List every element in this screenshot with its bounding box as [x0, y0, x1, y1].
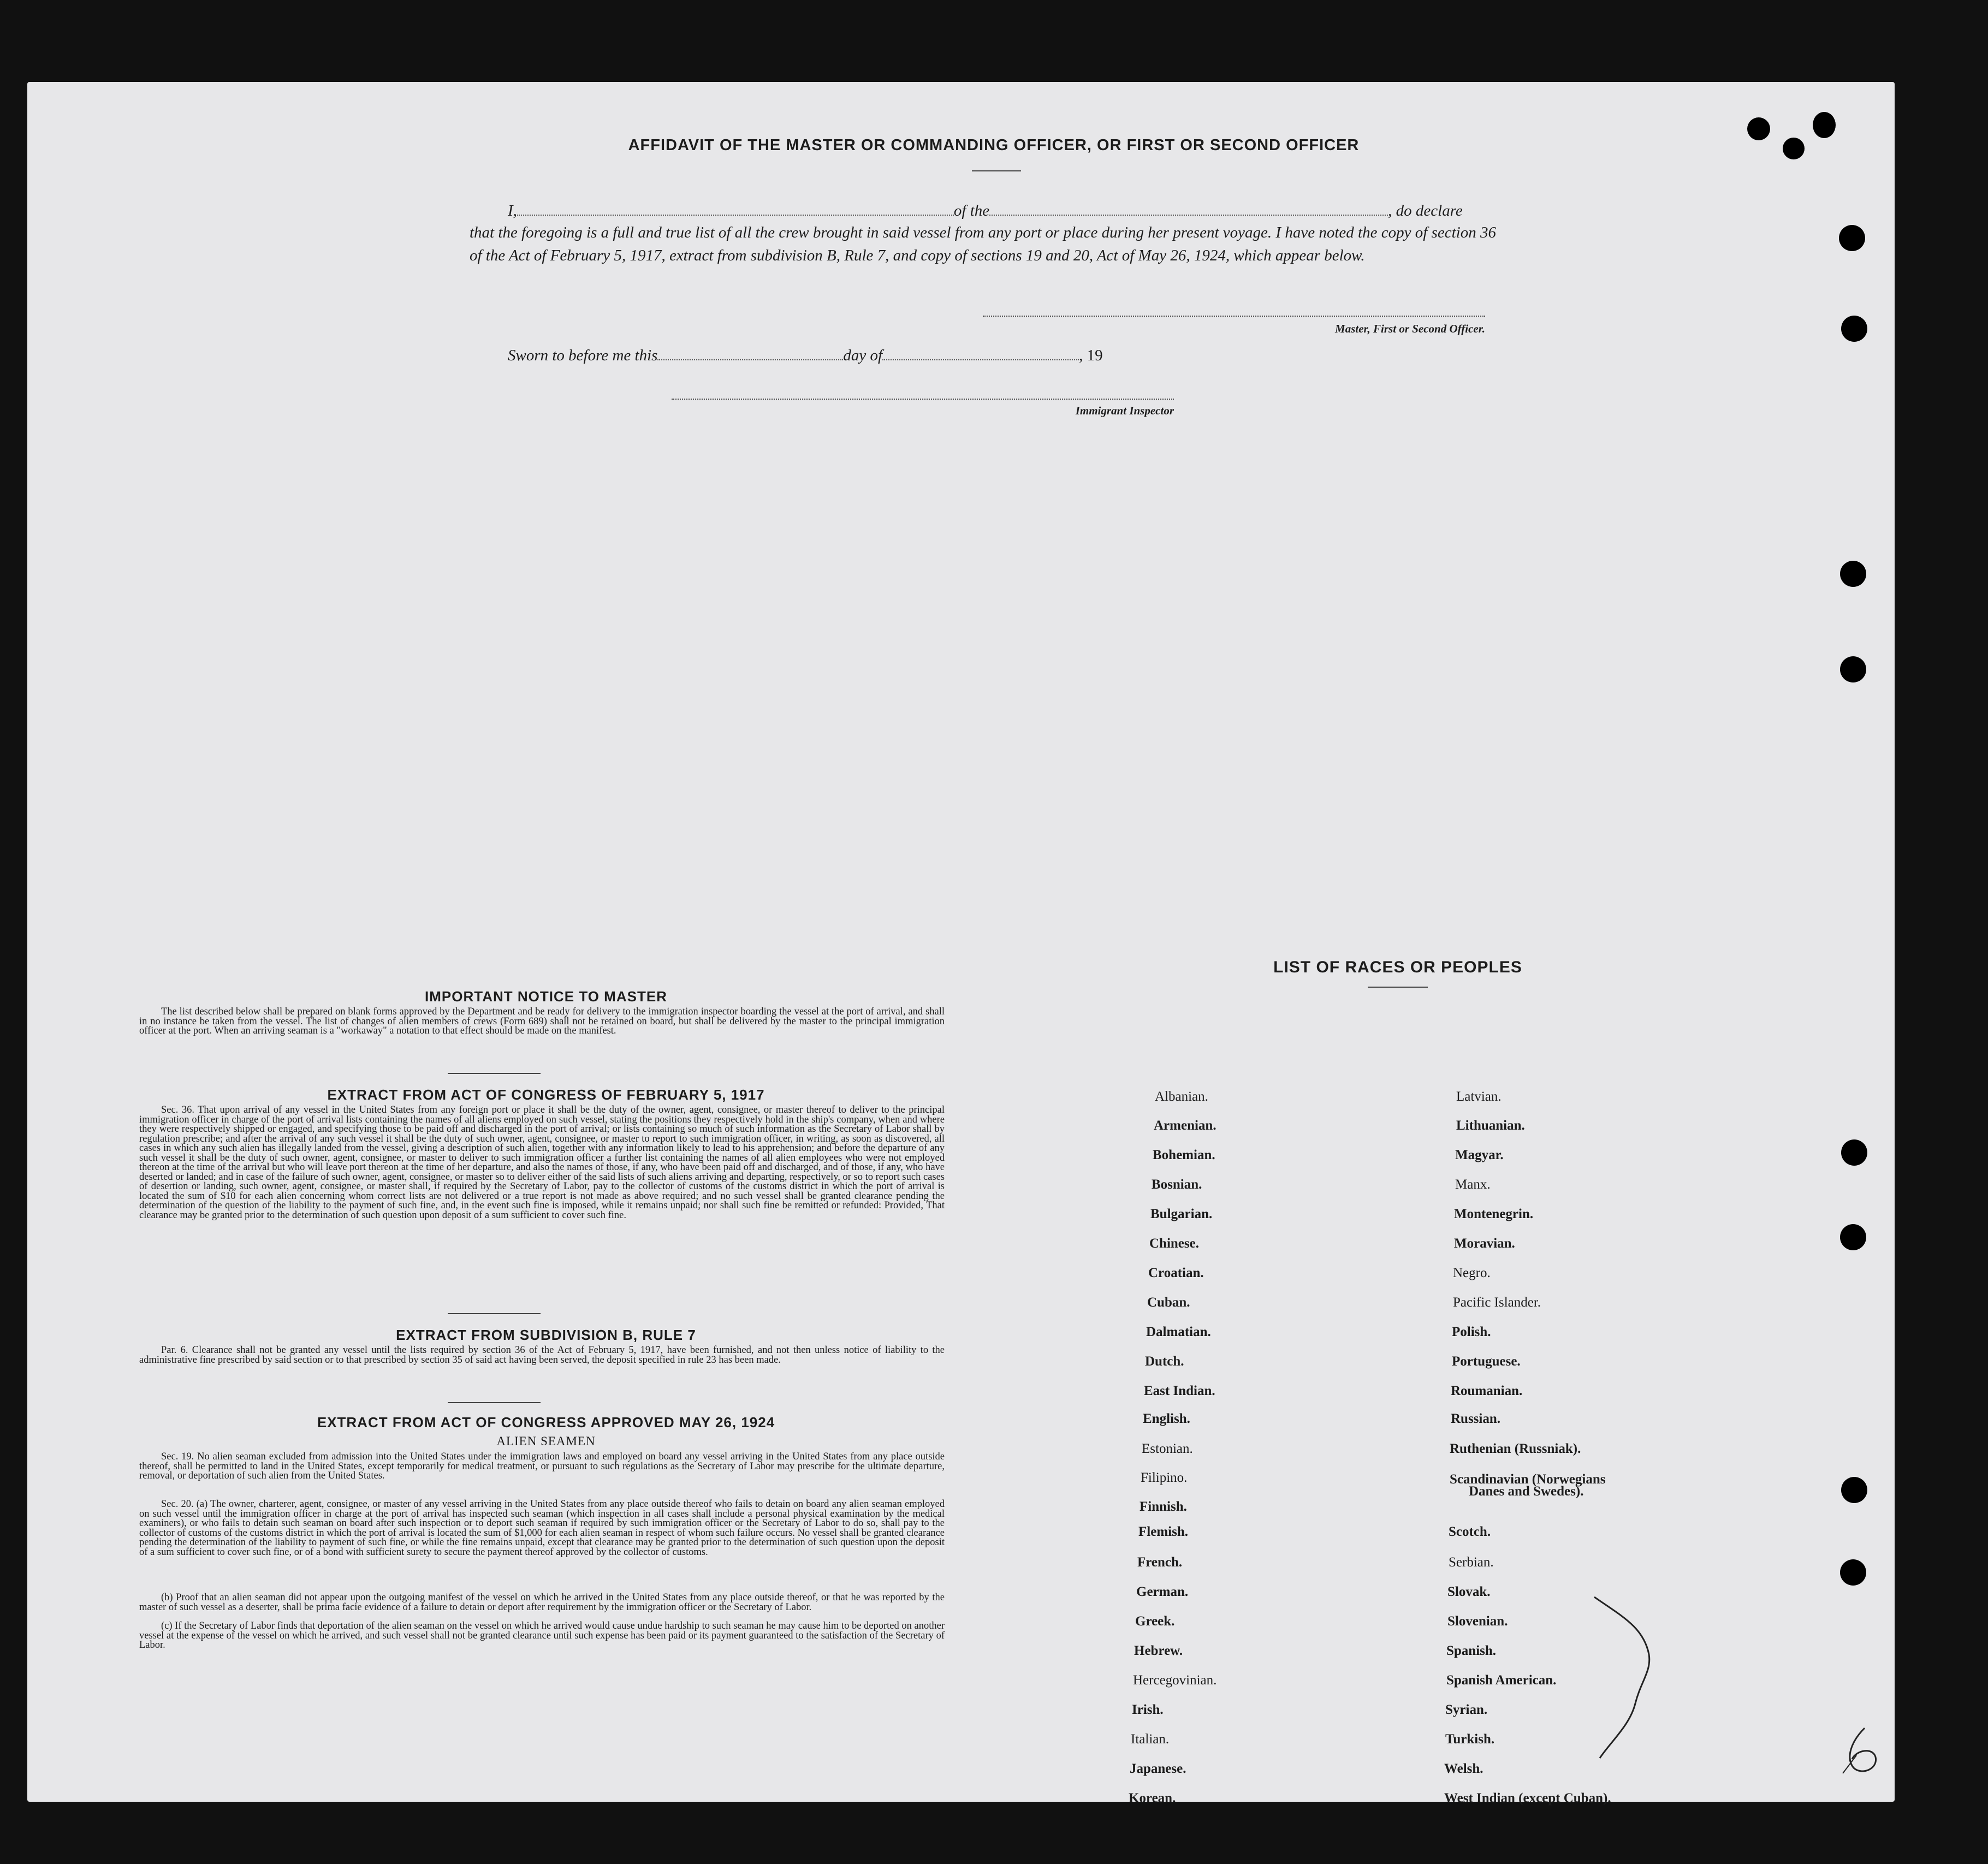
handwritten-mark — [1840, 1725, 1889, 1774]
vessel-of-label: of the — [953, 202, 990, 219]
master-signature-line[interactable] — [983, 316, 1485, 317]
race-item: Flemish. — [1138, 1524, 1188, 1539]
extract-1924-title: EXTRACT FROM ACT OF CONGRESS APPROVED MAY 26, 1924 — [317, 1414, 775, 1430]
punch-hole — [1839, 225, 1865, 251]
race-item: Estonian. — [1142, 1441, 1193, 1456]
race-item: Negro. — [1453, 1266, 1491, 1280]
handwritten-brace — [1589, 1594, 1671, 1764]
race-item: Polish. — [1452, 1325, 1491, 1339]
race-item: English. — [1143, 1411, 1190, 1426]
sworn-line — [508, 344, 1218, 367]
race-item: Cuban. — [1147, 1295, 1190, 1310]
punch-hole — [1841, 316, 1867, 342]
race-item: Albanian. — [1155, 1089, 1208, 1104]
race-item: Chinese. — [1149, 1236, 1199, 1251]
race-item: Hercegovinian. — [1133, 1673, 1217, 1688]
declare-label: , do declare — [1388, 202, 1463, 219]
race-item: German. — [1136, 1584, 1189, 1599]
divider — [448, 1313, 541, 1314]
race-item: Greek. — [1135, 1614, 1175, 1629]
race-item: Roumanian. — [1451, 1384, 1523, 1398]
race-item: Serbian. — [1449, 1555, 1494, 1570]
race-item: Spanish. — [1446, 1643, 1497, 1658]
alien-seamen-subtitle: ALIEN SEAMEN — [496, 1434, 596, 1448]
punch-hole — [1841, 1477, 1867, 1503]
race-item: Welsh. — [1444, 1761, 1483, 1776]
extract-rule7-title: EXTRACT FROM SUBDIVISION B, RULE 7 — [396, 1327, 696, 1343]
race-item: Korean. — [1129, 1791, 1176, 1806]
race-item: Syrian. — [1445, 1702, 1488, 1717]
punch-hole — [1813, 112, 1836, 138]
inspector-signature-line[interactable] — [672, 399, 1174, 400]
race-item: Magyar. — [1455, 1148, 1504, 1162]
year-label: , 19 — [1079, 347, 1103, 364]
sworn-month-field[interactable] — [882, 359, 1079, 360]
declarant-prefix: I, — [508, 202, 517, 219]
race-item: Latvian. — [1456, 1089, 1502, 1104]
race-item: Bosnian. — [1152, 1177, 1202, 1192]
race-item: Bulgarian. — [1150, 1207, 1213, 1221]
race-item: East Indian. — [1144, 1384, 1215, 1398]
race-item: Irish. — [1132, 1702, 1164, 1717]
extract-1917-body: Sec. 36. That upon arrival of any vessel in the United States from any foreign port or place it shall be the duty of the owner, agent, consignee, or master thereof to deliver to the principal immigration officer in charge of the port of arrival lists containing the names of all aliens employed on such vessel, stating the positions they respectively hold in the ship's company, when and where they were respectively shipped or engaged, and specifying those to be paid off and discharged in the port of arrival; or lists containing so much of such information as the Secretary of Labor shall by regulation prescribe; and after the arrival of any such vessel it shall be the duty of such owner, agent, consignee, or master to report to such immigration officer, in writing, as soon as discovered, all cases in which any such alien has illegally landed from the vessel, giving a description of such alien, together with any information likely to lead to his apprehension; and before the departure of any such vessel it shall be the duty of such owner, agent, consignee, or master to deliver to such immigration officer a further list containing the names of all alien employees who were not employed thereon at the time of the arrival but who will leave port thereon at the time of her departure, and also the names of those, if any, who have been paid off and discharged, and of those, if any, who have deserted or landed; and in case of the failure of such owner, agent, consignee, or master so to deliver either of the said lists of such aliens arriving and departing, respectively, or so to report such cases of desertion or landing, such owner, agent, consignee, or master shall, if required by the Secretary of Labor, pay to the collector of customs of the customs district in which the port of arrival is located the sum of $10 for each alien concerning whom correct lists are not delivered or a true report is not made as above required; and no such vessel shall be granted clearance pending the determination of the question of the liability to the payment of such fine, and, in the event such fine is imposed, while it remains unpaid; nor shall such fine be remitted or refunded: Provided, That clearance may be granted prior to the determination of such question upon deposit of a sum sufficient to cover such fine. — [139, 1105, 945, 1221]
declaration-line — [508, 199, 1496, 222]
punch-hole — [1783, 138, 1805, 159]
extract-1917-title: EXTRACT FROM ACT OF CONGRESS OF FEBRUARY 5, 1917 — [327, 1087, 765, 1103]
punch-hole — [1747, 117, 1770, 140]
document-page — [27, 82, 1895, 1806]
race-item: Slovak. — [1447, 1584, 1491, 1599]
title-rule — [972, 170, 1021, 171]
divider — [448, 1073, 541, 1074]
race-item: Bohemian. — [1153, 1148, 1215, 1162]
sworn-day-field[interactable] — [657, 359, 843, 360]
day-of-label: day of — [843, 347, 883, 364]
races-title: LIST OF RACES OR PEOPLES — [1273, 958, 1522, 976]
punch-hole — [1840, 561, 1866, 587]
notice-body: The list described below shall be prepared on blank forms approved by the Department and be ready for delivery to the immigration inspector boarding the vessel at the port of arrival, and shall in no instance be taken from the vessel. The list of changes of alien members of crews (Form 689) shall not be retained on board, but shall be delivered by the master to the principal immigration officer at the port. When an arriving seaman is a "workaway" a notation to that effect should be made on the manifest. — [139, 1006, 945, 1036]
race-item: Turkish. — [1445, 1732, 1495, 1747]
divider — [448, 1402, 541, 1403]
race-item: Lithuanian. — [1456, 1118, 1525, 1133]
affidavit-paragraph: that the foregoing is a full and true list of all the crew brought in said vessel from any port or place during her present voyage. I have noted the copy of section 36 of the Act of February 5, 1917, extract from subdivision B, Rule 7, and copy of sections 19 and 20, Act of May 26, 1924, which appear below. — [470, 224, 1496, 264]
race-item: Danes and Swedes). — [1469, 1484, 1584, 1499]
divider — [1368, 987, 1428, 988]
race-item: Dalmatian. — [1146, 1325, 1211, 1339]
race-item: Hebrew. — [1134, 1643, 1183, 1658]
sec19-text: Sec. 19. No alien seaman excluded from admission into the United States under the immigration laws and employed on board any vessel arriving in the United States from any place outside thereof, shall be permitted to land in the United States, except temporarily for medical treatment, or pursuant to such regulations as the Secretary of Labor may prescribe for the ultimate departure, removal, or deportation of such alien from the United States. — [139, 1451, 945, 1481]
race-item: Dutch. — [1145, 1354, 1184, 1369]
extract-rule7-body: Par. 6. Clearance shall not be granted any vessel until the lists required by section 36 of the Act of February 5, 1917, have been furnished, and not then unless notice of liability to the administrative fine prescribed by said section or to that prescribed by section 35 of said act having been served, the deposit specified in rule 23 has been made. — [139, 1345, 945, 1366]
race-item: Finnish. — [1140, 1499, 1187, 1514]
race-item: Italian. — [1131, 1732, 1170, 1747]
race-item: French. — [1137, 1555, 1183, 1570]
race-item: Manx. — [1455, 1177, 1491, 1192]
race-item: Scandinavian (Norwegians — [1450, 1472, 1606, 1487]
sec20c-text: (c) If the Secretary of Labor finds that deportation of the alien seaman on the vessel on which he arrived would cause undue hardship to such seaman he may cause him to be deported on another vessel at the expense of the vessel on which he arrived, and such vessel shall not be granted clearance until such expense has been paid or its payment guaranteed to the satisfaction of the Secretary of Labor. — [139, 1620, 945, 1651]
race-item: Portuguese. — [1452, 1354, 1521, 1369]
master-signature-label: Master, First or Second Officer. — [1335, 322, 1485, 335]
race-item: Moravian. — [1454, 1236, 1515, 1251]
sworn-label: Sworn to before me this — [508, 347, 658, 364]
affidavit-title: AFFIDAVIT OF THE MASTER OR COMMANDING OFFICER, OR FIRST OR SECOND OFFICER — [628, 136, 1360, 154]
race-item: Pacific Islander. — [1453, 1295, 1541, 1310]
declarant-name-field[interactable] — [517, 215, 954, 216]
punch-hole — [1840, 656, 1866, 682]
punch-hole — [1840, 1224, 1866, 1250]
punch-hole — [1840, 1559, 1866, 1586]
race-item: Ruthenian (Russniak). — [1450, 1441, 1581, 1456]
race-item: Scotch. — [1449, 1524, 1491, 1539]
sec20a-text: Sec. 20. (a) The owner, charterer, agent, consignee, or master of any vessel arriving in the United States from any place outside thereof who fails to detain on board any alien seaman employed on such vessel until the immigration officer in charge at the port of arrival has inspected such seaman (which inspection in all cases shall include a personal physical examination by the medical examiners), or who fails to detain such seaman on board after such inspection or to deport such seaman if required by such immigration officer or the Secretary of Labor to do so, shall pay to the collector of customs of the customs district in which the port of arrival is located the sum of $1,000 for each alien seaman in respect of whom such failure occurs. No vessel shall be granted clearance pending the determination of the liability to payment of such fine, or while the fine remains unpaid, except that clearance may be granted prior to the determination of such question upon the deposit of a sum sufficient to cover such fine, or of a bond with sufficient surety to secure the payment thereof approved by the collector of customs. — [139, 1499, 945, 1558]
race-item: Slovenian. — [1447, 1614, 1508, 1629]
vessel-name-field[interactable] — [989, 215, 1388, 216]
notice-title: IMPORTANT NOTICE TO MASTER — [425, 988, 667, 1005]
race-item: Montenegrin. — [1454, 1207, 1534, 1221]
race-item: Japanese. — [1130, 1761, 1186, 1776]
race-item: Spanish American. — [1446, 1673, 1557, 1688]
race-item: Croatian. — [1148, 1266, 1204, 1280]
race-item: Filipino. — [1141, 1470, 1188, 1485]
punch-hole — [1841, 1139, 1867, 1166]
race-item: Armenian. — [1154, 1118, 1216, 1133]
sec20b-text: (b) Proof that an alien seaman did not appear upon the outgoing manifest of the vessel on which he arrived in the United States from any place outside thereof, or that he was reported by the master of such vessel as a deserter, shall be prima facie evidence of a failure to detain or deport after requirement by the immigration officer or the Secretary of Labor. — [139, 1592, 945, 1613]
race-item: West Indian (except Cuban). — [1444, 1791, 1611, 1806]
race-item: Russian. — [1451, 1411, 1501, 1426]
inspector-signature-label: Immigrant Inspector — [1075, 404, 1174, 417]
